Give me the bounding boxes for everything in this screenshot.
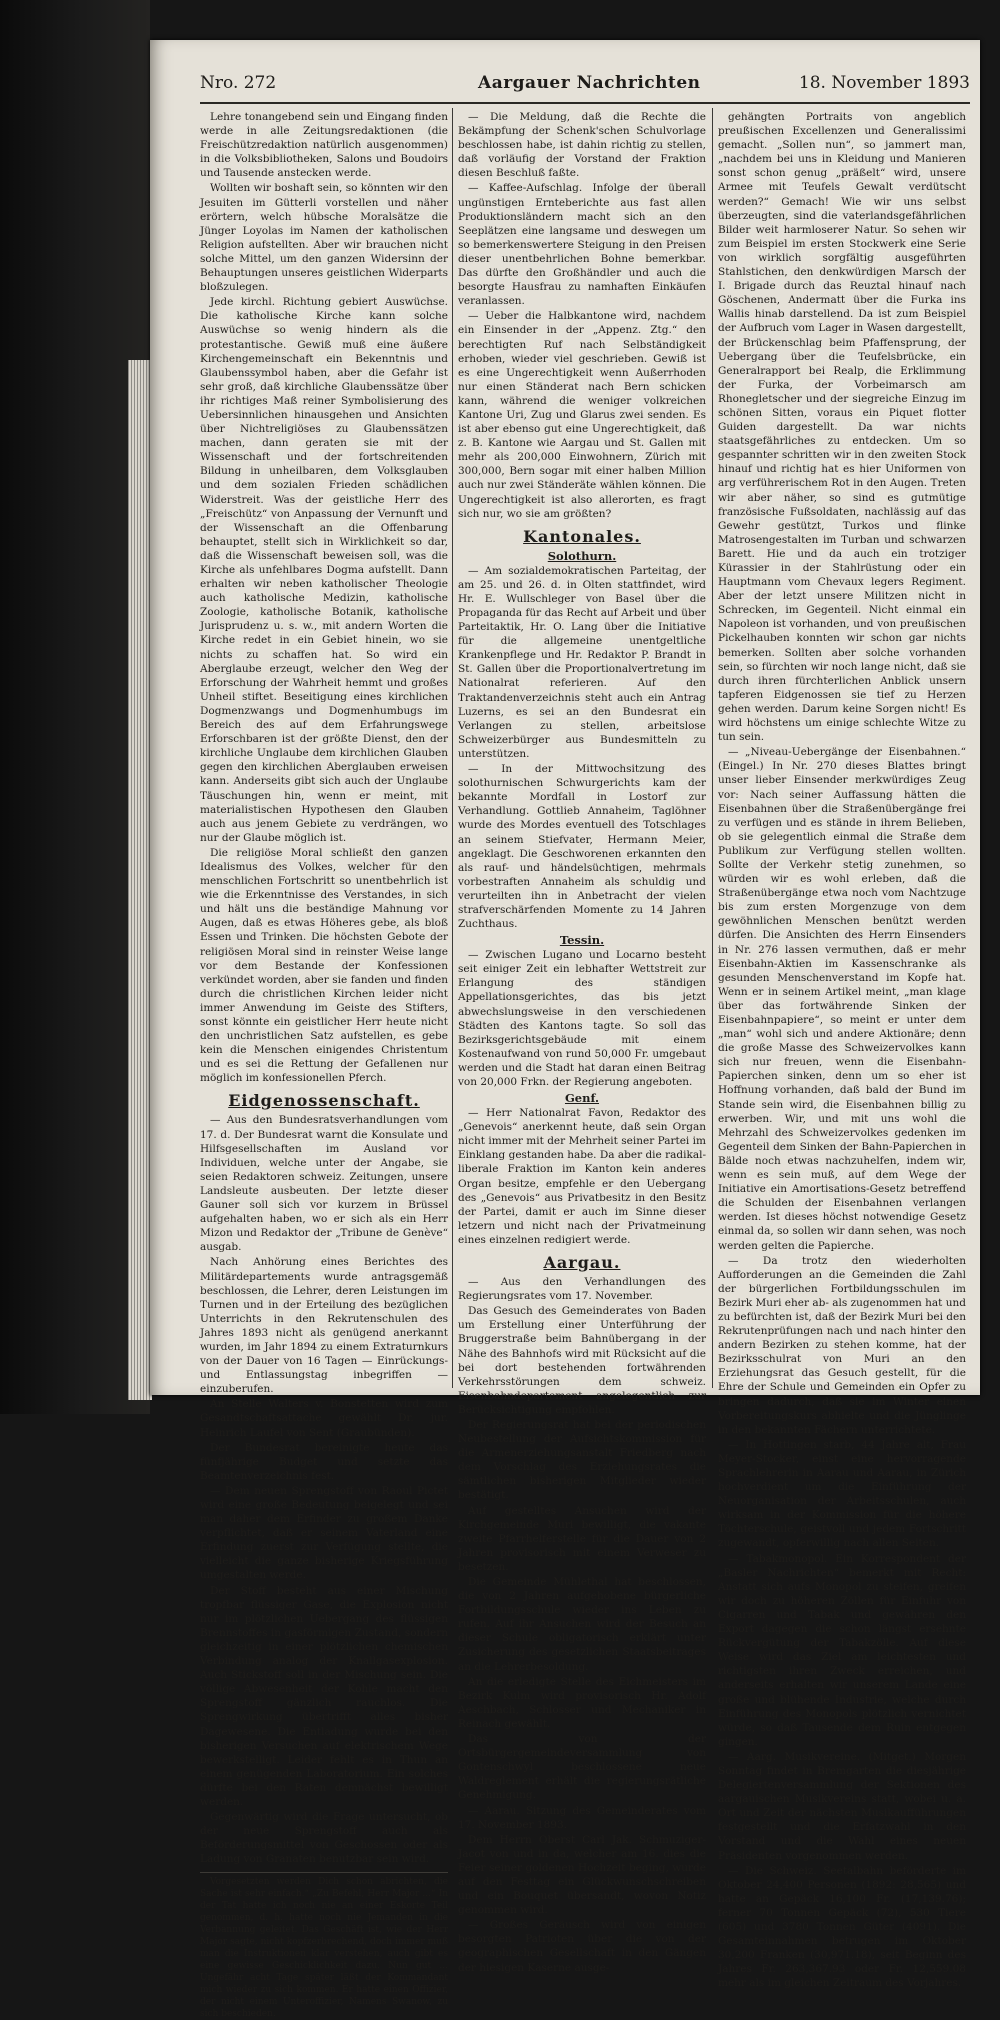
- article-paragraph: — In Hottingen starb, 44 Jahre alt, Frau Meyer-Stocker, einst eine hervorragende Sprachlehrerin in Aarau und Aarau, in Zürich hochverdient um die Einführung der Neuorganisation der Arbeitsschulen, auch wirksam in der Kommission für die höhere Töchterschule, geistvoll und jedem Fortschritt zugewandt, opferwillig nach allen Seiten.: [718, 1438, 966, 1550]
- article-paragraph: Der Regierungsrat hat bei der periodischen Neubestellung der Aufsichtskommission für die Armenerziehungsanstalt Friedberg nach dem Vorschlag des Erziehungsrates die sämtlichen bisherigen Mitglieder wieder bestätigt.: [458, 1418, 706, 1502]
- article-paragraph: — Herr Nationalrat Favon, Redaktor des „Genevois“ anerkennt heute, daß sein Organ nicht immer mit der Mehrheit seiner Partei im Einklang gestanden habe. Da aber die radikal-liberale Fraktion im Kanton kein anderes Organ besitze, empfehle er den Uebergang des „Genevois“ aus Privatbesitz in den Besitz der Partei, damit er auch im Sinne dieser letzern und nicht nach der Privatmeinung eines einzelnen redigiert werde.: [458, 1107, 706, 1246]
- section-heading-aargau: Aargau.: [543, 1253, 621, 1273]
- subheading-tessin: Tessin.: [559, 933, 605, 948]
- article-paragraph: — Dem neuen Sprengstoff von Raoul Pictet wird eine große Bedeutung beigelegt und sei man daher dem Erfinder zu großem Danke verpflichtet, daß er seinem Vaterland eine Erfindung zuerst zur Verfügung stellte, die vielleicht die ganze bisherige Kriegsführung umgestalten werde.: [200, 1484, 448, 1582]
- article-paragraph: Dem Herrn Oberst Carl Jak. Schmuziger-Jacot von und in da, welcher am 16. dies die Feier seiner goldenen Hochzeit beging, wurde auf den Festtag ein Glückwunschschreiben und ein Bouquet übersandt, wovon Notiz genommen wird.: [458, 1833, 706, 1917]
- newspaper-page: [150, 40, 980, 2020]
- article-paragraph: — Aarau. Sitzung des Gemeinderates vom 17. November 1893.: [458, 1804, 706, 1831]
- article-paragraph: gehängten Portraits von angeblich preußischen Excellenzen und Generalissimi gemacht. „Sollen nun“, so jammert man, „nachdem bei uns in Kleidung und Manieren sonst schon genug „präßelt“ wird, unsere Armee mit Teufels Gewalt verdütscht werden?“ Gemach! Wie wir uns selbst überzeugten, sind die vaterlandsgefährlichen Bilder weit harmloserer Natur. So sehen wir zum Beispiel im ersten Stockwerk eine Serie von wirklich sorgfältig ausgeführten Stahlstichen, den denkwürdigen Marsch der I. Brigade durch das Reuztal hinauf nach Göschenen, Andermatt über die Furka ins Wallis hinab darstellend. Da ist zum Beispiel der Aufbruch vom Lager in Wasen dargestellt, der Brückenschlag beim Pfaffensprung, der Uebergang über die Teufelsbrücke, ein Generalrapport bei Realp, die Erklimmung der Furka, der Vorbeimarsch am Rhonegletscher und der siegreiche Einzug im schönen Sitten, voraus ein Piquet flotter Guiden dargestellt. Da war nichts staatsgefährliches zu entdecken. Um so gespannter schritten wir in den zweiten Stock hinauf und richtig hat es hier Uniformen von arg verführerischem Rot in den Augen. Treten wir aber näher, so sind es gutmütige französische Fußsoldaten, nachlässig auf das Gewehr gestützt, Turkos und flinke Matrosengestalten im Turban und schwarzen Barett. Hie und da auch ein trotziger Kürassier in der Stahlrüstung oder ein Hauptmann vom Chevaux legers Regiment. Aber der letzt unsere Militzen nicht in Schrecken, im Gegenteil. Nicht einmal ein Napoleon ist vorhanden, und von preußischen Pickelhauben konnten wir schon gar nichts bemerken. Sollten aber solche vorhanden sein, so fürchten wir noch lange nicht, daß sie durch ihren fürchterlichen Anblick unsern tapferen Eidgenossen sie tief zu Herzen gehen werden. Darum keine Sorgen nicht! Es wird höchstens um einige schlechte Witze zu tun sein.: [718, 111, 966, 744]
- article-paragraph: — Kaffee-Aufschlag. Infolge der überall ungünstigen Ernteberichte aus fast allen Produktionsländern macht sich an den Seeplätzen eine langsame und deswegen um so bemerkenswertere Steigung in den Preisen dieser unentbehrlichen Bohne bemerkbar. Das dürfte den Großhändler und auch die besorgte Hausfrau zu namhaften Einkäufen veranlassen.: [458, 182, 706, 308]
- article-paragraph: An die erledigte Stelle des Eichmeisters im Bezirk Kulm wird provisorisch Hr. Adolf Aeschbach, Schlosser und Mechaniker in Reinach gewählt.: [458, 1675, 706, 1730]
- article-paragraph: Der Stoff besteht aus einer Mischung tropfbar flüssiger Gase, die Explosion nicht nur im plötzlichen Uebergang des flüssigen Brennstoffes in gasförmigen Zustand, sondern gleichzeitig in einer plötzlichen chemischen Verbindung analog der Knallgasexplosion. Auch Stickstoff soll in der Mischung sein. Die völlige Abwesenheit der Kohle macht den Sprengstoff gänzlich rauchlos. Die Sprengwirkung übertrifft alles bisher Dagewesene. Die Entladung wurde bei den bisherigen Versuchen auf elektrischem Wege bewerkstelligt. Leider fehlt es in Thun an einem genügenden Laboratorium. Ein solches dürfte bei den Raten demnächst bewilligt werden.: [200, 1584, 448, 1808]
- article-paragraph: An Stelle Walters v. Bonstetten wird zum Gesandtschaftsattache gewählt Dr. jur. Heinrich Laufel von Sent (Graubünden).: [200, 1398, 448, 1439]
- feuilleton-section: [200, 1872, 448, 2020]
- column-right: [718, 110, 966, 1990]
- article-paragraph: — Tabakmonopol. Ein Korrespondent der „Basler Nachrichten“ bemerkt mit Recht: Anstatt sich aufs Monopol zu steifen, greifen wir doch zu höheren Zöllen für Einfuhr von Cigarren und Tabak und gewähren den Export dagegen die schon längst ersehnte Rückvergütung der Tabakzölle. Auf diese Weise wird das Ziel am leichtesten und richtigsten ihren Zweck erreichen, und anderseits erhalten wir unserem Lande eine große und blühende Industrie, welche durch Einführung des Monopols plötzlich vernichtet würde, so daß Tausende dem Ruin entgegen gingen.: [718, 1552, 966, 1748]
- article-paragraph: Gegenwärtig wird die Frage untersucht, ob der neue Sprengstoff auch als Beförderungsmittel von Geschossen oder als Ladung von Granaten benutzbar sein wird.: [200, 1811, 448, 1866]
- article-paragraph: — Am sozialdemokratischen Parteitag, der am 25. und 26. d. in Olten stattfindet, wird Hr. E. Wullschleger von Basel über die Propaganda für das Recht auf Arbeit und über Parteitaktik, Hr. O. Lang über die Initiative für die allgemeine unentgeltliche Krankenpflege und Hr. Redaktor P. Brandt in St. Gallen über die Proportionalvertretung im Nationalrat referieren. Auf den Traktandenverzeichnis steht auch ein Antrag Luzerns, es sei an den Bundesrat ein Verlangen zu stellen, arbeitslose Schweizerbürger aus Bundesmitteln zu unterstützen.: [458, 564, 706, 760]
- article-paragraph: Das Gesuch des Gemeinderates von Baden um Erstellung einer Unterführung der Bruggerstraße beim Bahnübergang in der Nähe des Bahnhofs wird mit Rücksicht auf die bei dort bestehenden fortwährenden Verkehrsstörungen dem schweiz. Eisenbahndepartement angelegentlich zur Berücksichtigung empfohlen.: [458, 1305, 706, 1416]
- article-paragraph: — Aarg. Musikvereine. (Mitget.) Morgen Sonntag findet in Bremgarten die diesjährige Delegiertenversammlung der Sektionen des aargauischen Musikvereins statt, wobei u. a. Ort und Zeit der nächsten Musikaufführungen festgestellt und die Erfatzwahl in den Vorstand und die Wahl eines neuen Präsidenten vorgenommen werden.: [718, 1750, 966, 1862]
- article-paragraph: Der Bundesrat bereinigte heute das fünfjährige Budget und setzte das Beamtenverzeichnis fest.: [200, 1441, 448, 1482]
- article-paragraph: — Aus den Bundesratsverhandlungen vom 17. d. Der Bundesrat warnt die Konsulate und Hilfsgesellschaften im Ausland vor Individuen, welche unter der Angabe, sie seien Redaktoren schweiz. Zeitungen, unsere Landsleute ausbeuten. Der letzte dieser Gauner soll sich vor kurzem in Brüssel aufgehalten haben, wo er sich als ein Herr Mizon und Redaktor der „Tribune de Genève“ ausgab.: [200, 1114, 448, 1254]
- article-paragraph: Nach Anhörung eines Berichtes des Militärdepartements wurde antragsgemäß beschlossen, die Lehrer, deren Leistungen im Turnen und in der Erteilung des bezüglichen Unterrichts in den Rekrutenschulen des Jahres 1893 nicht als genügend anerkannt wurden, im Jahr 1894 zu einem Extraturnkurs von der Dauer von 16 Tagen — Einrückungs- und Entlassungstag inbegriffen — einzuberufen.: [200, 1256, 448, 1396]
- article-paragraph: — Großes Geräusch wird von einigen besorgten Patrioten über die von der geographischen Gesellschaft in den Gängen der hiesigen Kaserne ausge-: [458, 1919, 706, 1974]
- column-left: [200, 110, 448, 2020]
- subheading-solothurn: Solothurn.: [547, 548, 617, 563]
- article-paragraph: — Da trotz den wiederholten Aufforderungen an die Gemeinden die Zahl der bürgerlichen Fortbildungsschulen im Bezirk Muri eher ab- als zugenommen hat und zu befürchten ist, daß der Bezirk Muri bei den Rekrutenprüfungen nach und nach hinter den andern Bezirken zu stehen komme, hat der Bezirksschulrat von Muri an den Erziehungsrat das Gesuch gestellt, für die Ehre der Schule und Gemeinden ein Opfer zu bringen dadurch, daß sie im Winter einen Vorbereitungskurs abhielte und die Jünglinge in den bekannten Fächern unterrichtete.: [718, 1254, 966, 1436]
- article-paragraph: — „Niveau-Uebergänge der Eisenbahnen.“ (Eingel.) In Nr. 270 dieses Blattes bringt unser lieber Einsender merkwürdiges Zeug vor: Nach seiner Auffassung hätten die Eisenbahnen über die Straßenübergänge frei zu verfügen und es stände in ihrem Belieben, ob sie gelegentlich einmal die Straße dem Publikum zur Verfügung stellen wollten. Sollte der Verkehr stetig zunehmen, so würden wir es wohl erleben, daß die Straßenübergänge etwa noch vom Nachtzuge bis zum ersten Morgenzuge von dem gewöhnlichen Menschen benützt werden dürfen. Die Ansichten des Herrn Einsenders in Nr. 276 lassen vermuthen, daß er mehr Eisenbahn-Aktien im Kassenschranke als gesunden Menschenverstand im Kopfe hat. Wenn er in seinem Artikel meint, „man klage über das fortwährende Sinken der Eisenbahnpapiere“, so meint er unter dem „man“ wohl sich und andere Aktionäre; denn die große Masse des Schweizervolkes kann sich nur freuen, wenn die Eisenbahn-Papierchen sinken, denn um so eher ist Hoffnung vorhanden, daß bald der Bund im Stande sein wird, die Eisenbahnen billig zu erwerben. Wir, und mit uns wohl die Mehrzahl des Schweizervolkes gedenken im Gegenteil dem Sinken der Bahn-Papierchen in Bälde noch etwas nachzuhelfen, indem wir, wenn es sein muß, auf dem Wege der Initiative ein Amortisations-Gesetz betreffend die Schulden der Eisenbahnen verlangen werden. Ist dieses höchst notwendige Gesetz einmal da, so sollen wir dann sehen, was noch werden gelten die Papierche.: [718, 746, 966, 1252]
- masthead-title: Aargauer Nachrichten: [478, 73, 701, 93]
- article-paragraph: — In der Mittwochsitzung des solothurnischen Schwurgerichts kam der bekannte Mordfall in Lostorf zur Verhandlung. Gottlieb Annaheim, Taglöhner wurde des Mordes eventuell des Totschlages an seinem Stiefvater, Hermann Meier, angeklagt. Die Geschworenen erkannten den als rauf- und händelsüchtigen, mehrmals vorbestraften Annaheim als schuldig und verurteilten ihn in Anbetracht der vielen strafverschärfenden Momente zu 14 Jahren Zuchthaus.: [458, 763, 706, 931]
- article-paragraph: Die Gemeinde Mühlethal hat beschlossen, die von 2 Jahren aufgehobene bürgerliche Fortbildungsschule wieder ins Leben zu rufen. Auf ihr Ansuchen wird der Besuch an dieser Schule obligatorisch erklärt unter Zusicherung des gesetzlichen Staatsbeitrages an die Lehrerbesoldung.: [458, 1576, 706, 1673]
- article-paragraph: Das von der Ortsbürgergemeindeversammlung von Gontenschwyl beschlossene neue Waldreglement erhält die regierungsrätliche Genehmigung.: [458, 1733, 706, 1802]
- article-paragraph: Wollten wir boshaft sein, so könnten wir den Jesuiten im Gütterli vorstellen und näher erörtern, welch hübsche Moralsätze die Jünger Loyolas im Namen der katholischen Religion aufstellten. Aber wir brauchen nicht solche Mittel, um den ganzen Widersinn der Behauptungen unseres geistlichen Widerparts bloßzulegen.: [200, 182, 448, 294]
- header-rule: [200, 102, 970, 104]
- column-rule: [712, 108, 713, 1388]
- page-header: [200, 73, 970, 101]
- article-paragraph: — Die Meldung, daß die Rechte die Bekämpfung der Schenk'schen Schulvorlage beschlossen habe, ist dahin richtig zu stellen, daß vorläufig der Vorstand der Fraktion diesen Beschluß faßte.: [458, 111, 706, 180]
- article-paragraph: — Die Schweiz. Seetalbahn beförderte im Oktober 24,400 Personen (1892: 28,565) und hatte an Gepäck 16,100 Fr. (17,139.76); ferner 70 Tonnen Gepäck (72), 530 Tiere (605) und 3780 Tonnen Güter (4091). Die Gesamteinnahmen betrugen im Oktober 30,200 Franken (30,971.18), seit Beginn des Jahres Fr. 263,367.93 oder Fr. 12,559.08 mehr als im gleichen Zeitraum des Vorjahres.: [718, 1864, 966, 1990]
- section-heading-eidgenossenschaft: Eidgenossenschaft.: [228, 1091, 420, 1111]
- article-paragraph: Lehre tonangebend sein und Eingang finden werde in alle Zeitungsredaktionen (die Freischützredaktion natürlich ausgenommen) in die Volksbibliotheken, Salons und Boudoirs und Tausende anstecken werde.: [200, 111, 448, 180]
- article-paragraph: Auf gestelltes Ansuchen wird der Kirchgemeinde Muri bewilligt, die vakante zweite Pfarrhelferstelle für die Dauer von 2 Jahren provisorisch mit einem Verweser zu besetzen.: [458, 1504, 706, 1573]
- issue-date: 18. November 1893: [798, 73, 970, 93]
- issue-number: Nro. 272: [200, 73, 277, 93]
- article-paragraph: — Aus den Verhandlungen des Regierungsrates vom 17. November.: [458, 1276, 706, 1303]
- feuilleton-text: Vorgesetzten werden Dich schon abrichten, die Sache ist sehr einfach.“ „Zu Befehl, Herr Major ...“ In der Tat hatte ich noch nie an einer Eskorte Teil genommen, d. h. hatte noch nie Jemanden in die Verbannung geleitet. Das Geschäft ist, wie der Herr Major sagte, nicht kopfzerbrechend, doch immer muß man die Instruktionen klar verstehen, auch gibt es eine gewisse Geschicklichkeit dazu. Nun gut ... Ungefähr acht Tage später läßt der Kommandant mich wieder zu sich kommen. Er hatte einen Offizier, der nicht einem Unteroffizier, Namens Swanow, zu sich beschieden.: [200, 1877, 448, 2020]
- page-stack-edges: [128, 360, 152, 1400]
- section-heading-kantonales: Kantonales.: [523, 526, 641, 546]
- article-paragraph: Die religiöse Moral schließt den ganzen Idealismus des Volkes, welcher für den menschlichen Fortschritt so unentbehrlich ist wie die Erkenntnisse des Verstandes, in sich und hält uns die beständige Mahnung vor Augen, daß es etwas Höheres gebe, als bloß Essen und Trinken. Die höchsten Gebote der religiösen Moral sind in reinster Weise lange vor dem Bestande der Konfessionen verkündet worden, aber sie fanden und finden durch die christlichen Kirchen leider nicht immer Anwendung im Geiste des Stifters, sonst könnte ein geistlicher Herr heute nicht den unchristlichen Satz aufstellen, es gebe kein die Menschen einigendes Christentum und es sei die Rettung der Gefallenen nur möglich im konfessionellen Pferch.: [200, 846, 448, 1085]
- column-middle: [458, 110, 706, 1974]
- article-paragraph: — Ueber die Halbkantone wird, nachdem ein Einsender in der „Appenz. Ztg.“ den berechtigten Ruf nach Selbständigkeit erhoben, wieder viel geschrieben. Gewiß ist es eine Ungerechtigkeit wenn Außerrhoden nur einen Ständerat nach Bern schicken kann, während die weniger volkreichen Kantone Uri, Zug und Glarus zwei senden. Es ist aber ebenso gut eine Ungerechtigkeit, daß z. B. Kantone wie Aargau und St. Gallen mit mehr als 200,000 Einwohnern, Zürich mit 300,000, Bern sogar mit einer halben Million auch nur zwei Ständeräte wählen können. Die Ungerechtigkeit ist also allerorten, es fragt sich nur, wo sie am größten?: [458, 310, 706, 520]
- article-paragraph: — Zwischen Lugano und Locarno besteht seit einiger Zeit ein lebhafter Wettstreit zur Erlangung des ständigen Appellationsgerichtes, das bis jetzt abwechslungsweise in den verschiedenen Städten des Kantons tagte. So soll das Bezirksgerichtsgebäude mit einem Kostenaufwand von rund 50,000 Fr. umgebaut werden und die Stadt hat daran einen Beitrag von 20,000 Frkn. der Regierung angeboten.: [458, 949, 706, 1088]
- article-paragraph: Jede kirchl. Richtung gebiert Auswüchse. Die katholische Kirche kann solche Auswüchse so wenig hindern als die protestantische. Gewiß muß eine äußere Kirchengemeinschaft ein Bekenntnis und Glaubenssymbol haben, aber die Gefahr ist sehr groß, daß kirchliche Glaubenssätze über ihr richtiges Maß reiner Symbolisierung des Uebersinnlichen hinausgehen und Ansichten über Nichtreligiöses zu Glaubenssätzen machen, dann geraten sie mit der Wissenschaft und der fortschreitenden Bildung in unheilbaren, dem Volksglauben und dem sozialen Frieden schädlichen Widerstreit. Was der geistliche Herr des „Freischütz“ von Anpassung der Vernunft und der Wissenschaft an die Offenbarung behauptet, stellt sich in Wirklichkeit so dar, daß die Wissenschaft beweisen soll, was die Kirche als unfehlbares Dogma aufstellt. Dann erhalten wir neben katholischer Theologie auch katholische Medizin, katholische Zoologie, katholische Botanik, katholische Jurisprudenz u. s. w., mit andern Worten die Kirche redet in ein Gebiet hinein, wo sie nichts zu schaffen hat. So wird ein Aberglaube erzeugt, welcher den Weg der Erforschung der Wahrheit hemmt und großes Unheil stiftet. Beseitigung eines kirchlichen Dogmenzwangs und Dogmenhumbugs im Bereich des auf dem Erfahrungswege Erforschbaren ist der größte Dienst, den der kirchliche Unglaube dem kirchlichen Glauben gegen den kirchlichen Aberglauben erweisen kann. Anderseits gibt sich auch der Unglaube Täuschungen hin, wenn er meint, mit materialistischen Hypothesen den Glauben auch aus jenem Gebiete zu verdrängen, wo nur der Glaube möglich ist.: [200, 296, 448, 844]
- subheading-genf: Genf.: [564, 1091, 600, 1106]
- column-rule: [452, 108, 453, 1388]
